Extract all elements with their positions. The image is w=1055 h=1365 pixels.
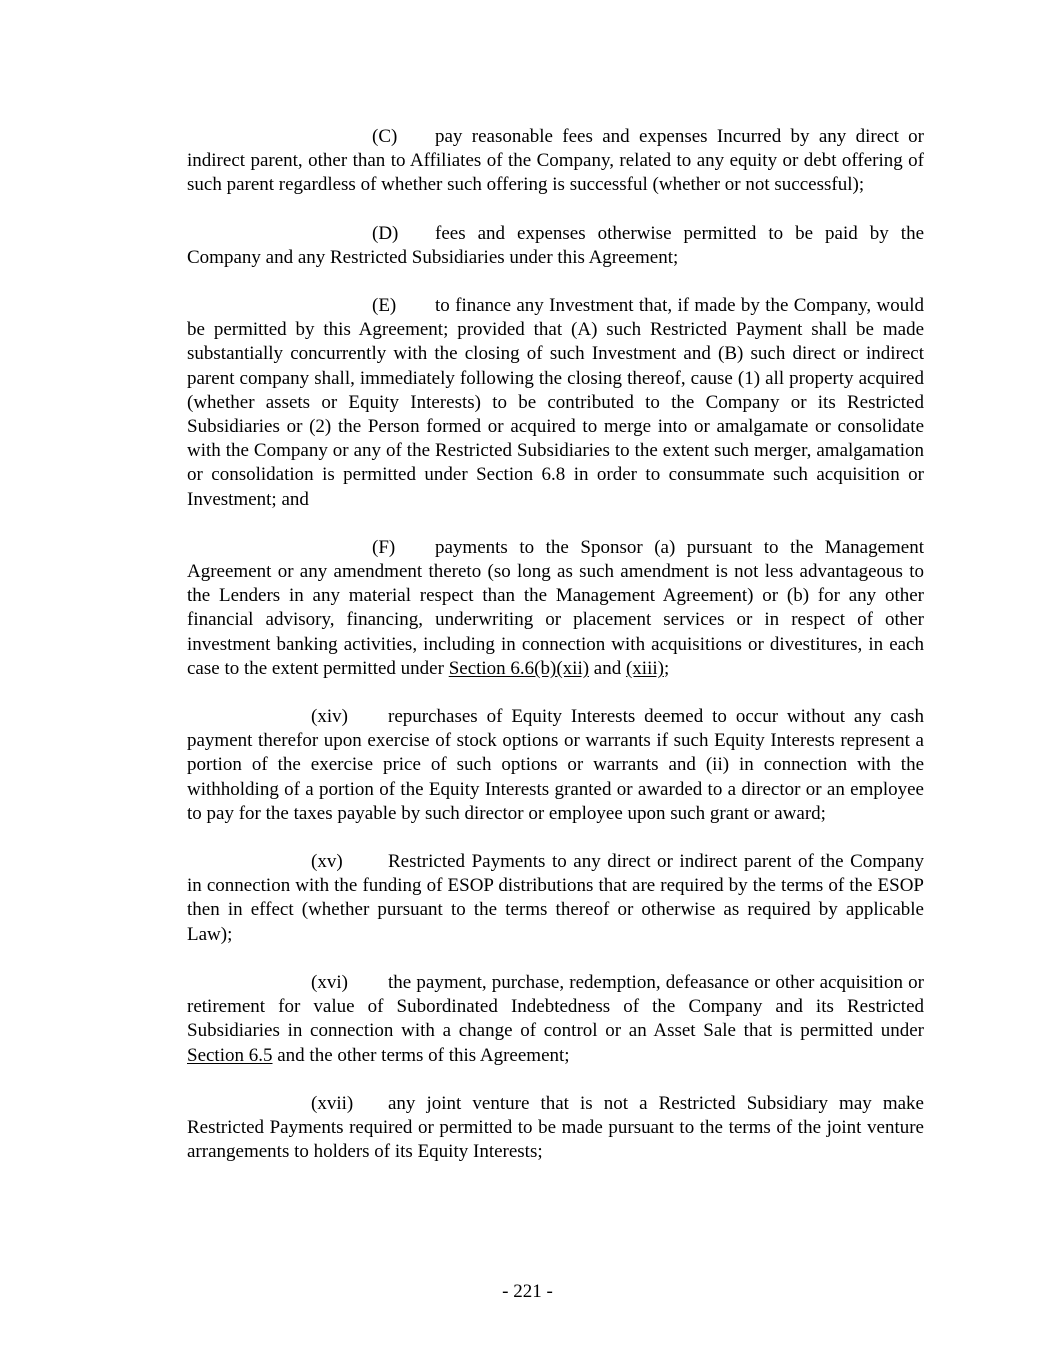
section-reference-link[interactable]: (xiii)	[625, 657, 664, 679]
clause-marker: (D)	[372, 222, 399, 244]
clause-marker: (xv)	[311, 851, 343, 873]
clause-e	[187, 294, 924, 512]
clause-text: any joint venture that is not a Restricted Subsidiary may make Restricted Payments required or permitted to be made pursuant to the terms of the joint venture arrangements to holders of its Equity Interests;	[187, 1092, 924, 1163]
clause-marker: (F)	[372, 536, 396, 558]
clause-text: to finance any Investment that, if made by the Company, would be permitted by this Agreement; provided that (A) such Restricted Payment shall be made substantially concurrently with the closing of such Investment and (B) such direct or indirect parent company shall, immediately following the closing thereof, cause (1) all property acquired (whether assets or Equity Interests) to be contributed to the Company or its Restricted Subsidiaries or (2) the Person formed or acquired to merge into or amalgamate or consolidate with the Company or any of the Restricted Subsidiaries to the extent such merger, amalgamation or consolidation is permitted under Section 6.8 in order to consummate such acquisition or Investment; and	[187, 295, 924, 510]
page-number: - 221 -	[502, 1281, 553, 1302]
clause-xiv	[187, 705, 924, 826]
clause-text: the payment, purchase, redemption, defeasance or other acquisition or retirement for value of Subordinated Indebtedness of the Company and its Restricted Subsidiaries in connection with a change of control or an Asset Sale that is permitted under	[187, 971, 924, 1042]
clause-marker: (C)	[372, 126, 398, 147]
clause-text: payments to the Sponsor (a) pursuant to the Management Agreement or any amendment thereto (so long as such amendment is not less advantageous to the Lenders in any material respect than the Management Agreement) or (b) for any other financial advisory, financing, underwriting or placement services or in respect of other investment banking activities, including in connection with acquisitions or divestitures, in each case to the extent permitted under	[187, 536, 924, 679]
clause-text: ;	[663, 657, 670, 679]
section-reference-link[interactable]: Section 6.5	[187, 1044, 273, 1066]
clause-text: Restricted Payments to any direct or indirect parent of the Company in connection with the funding of ESOP distributions that are required by the terms of the ESOP then in effect (whether pursuant to the terms thereof or otherwise as required by applicable Law);	[187, 851, 924, 945]
section-reference-link[interactable]: Section 6.6(b)(xii)	[448, 657, 590, 679]
clause-text: fees and expenses otherwise permitted to be paid by the Company and any Restricted Subsidiaries under this Agreement;	[187, 222, 924, 268]
clause-text: repurchases of Equity Interests deemed to occur without any cash payment therefor upon exercise of stock options or warrants if such Equity Interests represent a portion of the exercise price of such options or warrants and (ii) in connection with the withholding of a portion of the Equity Interests granted or awarded to a director or an employee to pay for the taxes payable by such director or employee upon such grant or award;	[187, 706, 924, 824]
clause-xvii	[187, 1092, 924, 1165]
clause-text: and	[589, 657, 626, 679]
clause-marker: (xvi)	[311, 971, 348, 993]
clause-marker: (E)	[372, 295, 397, 317]
document-body	[187, 125, 924, 1188]
clause-d	[187, 222, 924, 270]
clause-f	[187, 536, 924, 681]
clause-xvi	[187, 971, 924, 1068]
clause-marker: (xvii)	[311, 1092, 354, 1114]
clause-xv	[187, 850, 924, 947]
clause-text: and the other terms of this Agreement;	[272, 1044, 570, 1066]
clause-c	[187, 125, 924, 198]
clause-text: pay reasonable fees and expenses Incurred by any direct or indirect parent, other than to Affiliates of the Company, related to any equity or debt offering of such parent regardless of whether such offering is successful (whether or not successful);	[187, 126, 924, 196]
clause-marker: (xiv)	[311, 706, 348, 728]
